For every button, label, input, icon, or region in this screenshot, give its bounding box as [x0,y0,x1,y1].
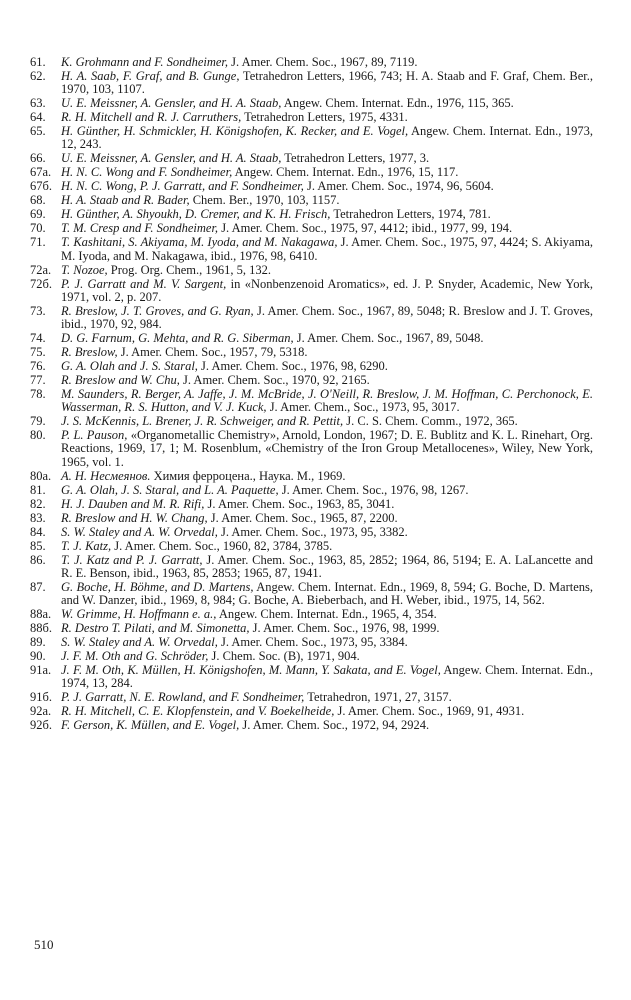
reference-entry [0,664,593,690]
reference-entry [0,360,593,373]
reference-citation: J. Amer. Chem. Soc., 1957, 79, 5318. [117,345,308,360]
reference-entry [0,125,593,151]
reference-citation: in «Nonbenzenoid Aromatics», ed. J. P. Snyder, Academic, New York, 1971, vol. 2, p. 207. [61,276,593,304]
reference-citation: J. Amer. Chem. Soc., 1976, 98, 1267. [278,482,469,497]
reference-number: 67б. [30,179,52,194]
reference-authors: H. N. C. Wong and F. Sondheimer, [61,165,233,180]
page-number: 510 [34,937,54,952]
reference-authors: А. Н. Несмеянов. [61,468,151,483]
reference-authors: H. A. Saab, F. Graf, and B. Gunge, [61,69,240,83]
reference-authors: T. Kashitani, S. Akiyama, M. Iyoda, and M. Nakagawa, [61,235,338,250]
reference-entry [0,236,593,262]
reference-entry [0,194,593,207]
reference-citation: J. Amer. Chem. Soc., 1967, 89, 5048. [293,331,484,346]
reference-entry [0,152,593,165]
reference-authors: S. W. Staley and A. W. Orvedal, [61,635,218,650]
reference-citation: Tetrahedron Letters, 1966, 743; H. A. Staab and F. Graf, Chem. Ber., 1970, 103, 1107. [61,69,593,97]
reference-entry [0,636,593,649]
reference-entry [0,650,593,663]
reference-entry [0,484,593,497]
reference-authors: P. J. Garratt and M. V. Sargent, [61,276,227,291]
reference-entry [0,166,593,179]
reference-citation: Angew. Chem. Internat. Edn., 1976, 15, 117. [232,165,459,180]
reference-authors: P. L. Pauson, [61,428,128,443]
reference-number: 82. [30,496,46,511]
reference-entry [0,470,593,483]
reference-authors: T. M. Cresp and F. Sondheimer, [61,221,219,236]
reference-citation: J. Amer. Chem. Soc., 1974, 96, 5604. [303,179,494,194]
reference-entry [0,332,593,345]
reference-citation: Angew. Chem. Internat. Edn., 1974, 13, 284. [61,663,594,691]
reference-number: 80. [30,428,46,443]
reference-number: 78. [30,387,46,402]
reference-citation: J. Amer. Chem. Soc., 1976, 98, 1999. [249,621,440,636]
reference-citation: «Organometallic Chemistry», Arnold, London, 1967; D. E. Bublitz and K. L. Rinehart, Org. Reactions, 1969, 17, 1; M. Rosenblum, «Chemistry of the Iron Group Metallocenes», Wiley, New York, 1965, vol. 1. [61,428,593,469]
reference-authors: U. E. Meissner, A. Gensler, and H. A. Staab, [61,96,282,111]
reference-authors: H. N. C. Wong, P. J. Garratt, and F. Sondheimer, [61,179,304,194]
reference-citation: J. Amer. Chem. Soc., 1975, 97, 4424; S. Akiyama, M. Iyoda, and M. Nakagawa, ibid., 1976, 98, 6410. [61,235,593,263]
reference-number: 92б. [30,718,52,733]
reference-authors: R. Breslow, J. T. Groves, and G. Ryan, [61,303,254,318]
reference-authors: J. F. M. Oth and G. Schröder, [61,649,209,664]
reference-entry [0,305,593,331]
reference-authors: G. A. Olah, J. S. Staral, and L. A. Paquette, [61,482,279,497]
reference-number: 79. [30,414,46,429]
reference-number: 70. [30,221,46,236]
reference-number: 91a. [30,663,52,678]
reference-citation: Tetrahedron, 1971, 27, 3157. [304,690,452,705]
reference-authors: K. Grohmann and F. Sondheimer, [61,55,229,69]
reference-entry [0,429,593,469]
reference-authors: P. J. Garratt, N. E. Rowland, and F. Sondheimer, [61,690,305,705]
reference-number: 75. [30,345,46,360]
reference-entry [0,56,593,69]
reference-authors: U. E. Meissner, A. Gensler, and H. A. Staab, [61,151,282,166]
reference-citation: J. Amer. Chem. Soc., 1969, 91, 4931. [334,704,525,719]
reference-number: 80a. [30,468,52,483]
reference-authors: T. J. Katz and P. J. Garratt, [61,552,203,567]
reference-citation: J. Amer. Chem. Soc., 1965, 87, 2200. [207,510,398,525]
reference-number: 88б. [30,621,52,636]
reference-entry [0,622,593,635]
reference-entry [0,97,593,110]
reference-number: 74. [30,331,46,346]
reference-number: 61. [30,55,46,69]
reference-authors: T. Nozoe, [61,262,108,277]
reference-authors: H. Günther, H. Schmickler, H. Königshofen, K. Recker, and E. Vogel, [61,124,409,139]
reference-authors: F. Gerson, K. Müllen, and E. Vogel, [61,718,240,733]
reference-citation: J. Amer. Chem. Soc., 1972, 94, 2924. [239,718,430,733]
reference-entry [0,208,593,221]
reference-authors: G. Boche, H. Böhme, and D. Martens, [61,579,254,594]
reference-number: 85. [30,538,46,553]
reference-citation: J. Amer. Chem. Soc., 1960, 82, 3784, 3785. [111,538,333,553]
reference-authors: R. Breslow and H. W. Chang, [61,510,208,525]
reference-number: 62. [30,69,46,83]
reference-entry [0,608,593,621]
reference-number: 89. [30,635,46,650]
reference-entry [0,264,593,277]
reference-number: 77. [30,373,46,388]
reference-entry [0,346,593,359]
reference-citation: J. Amer. Chem. Soc., 1967, 89, 7119. [228,55,418,69]
reference-entry [0,388,593,414]
reference-authors: R. Breslow, [61,345,118,360]
reference-citation: J. Amer. Chem. Soc., 1970, 92, 2165. [179,373,370,388]
reference-number: 83. [30,510,46,525]
reference-citation: J. Amer. Chem. Soc., 1963, 85, 3041. [204,496,395,511]
reference-number: 88a. [30,607,52,622]
reference-authors: R. Destro T. Pilati, and M. Simonetta, [61,621,250,636]
reference-authors: D. G. Farnum, G. Mehta, and R. G. Siberman, [61,331,294,346]
reference-authors: R. H. Mitchell and R. J. Carruthers, [61,110,242,125]
reference-entry [0,705,593,718]
reference-number: 63. [30,96,46,111]
reference-entry [0,222,593,235]
reference-entry [0,415,593,428]
reference-citation: Tetrahedron Letters, 1977, 3. [281,151,430,166]
reference-citation: J. Amer. Chem., Soc., 1973, 95, 3017. [266,400,460,415]
reference-number: 71. [30,235,46,250]
reference-number: 87. [30,579,46,594]
reference-number: 86. [30,552,46,567]
reference-entry [0,498,593,511]
reference-number: 81. [30,482,46,497]
reference-citation: Tetrahedron Letters, 1974, 781. [330,207,491,222]
reference-citation: J. C. S. Chem. Comm., 1972, 365. [343,414,518,429]
reference-citation: Tetrahedron Letters, 1975, 4331. [241,110,408,125]
reference-citation: J. Amer. Chem. Soc., 1963, 85, 2852; 1964, 86, 5194; E. A. LaLancette and R. E. Benson, ibid., 1963, 85, 2853; 1965, 87, 1941. [61,552,593,580]
reference-entry [0,111,593,124]
reference-citation: Химия ферроцена., Наука. М., 1969. [150,468,346,483]
reference-entry [0,374,593,387]
reference-number: 92a. [30,704,52,719]
reference-authors: R. H. Mitchell, C. E. Klopfenstein, and V. Boekelheide, [61,704,335,719]
reference-authors: T. J. Katz, [61,538,112,553]
reference-number: 72a. [30,262,52,277]
reference-number: 68. [30,193,46,208]
reference-citation: J. Amer. Chem. Soc., 1973, 95, 3384. [217,635,408,650]
reference-citation: Angew. Chem. Internat. Edn., 1973, 12, 243. [61,124,593,152]
reference-number: 84. [30,524,46,539]
reference-citation: J. Amer. Chem. Soc., 1976, 98, 6290. [197,359,388,374]
reference-entry [0,526,593,539]
reference-authors: G. A. Olah and J. S. Staral, [61,359,198,374]
reference-citation: Angew. Chem. Internat. Edn., 1965, 4, 354. [216,607,437,622]
reference-entry [0,540,593,553]
reference-number: 65. [30,124,46,139]
reference-number: 73. [30,303,46,318]
reference-citation: Chem. Ber., 1970, 103, 1157. [189,193,340,208]
reference-authors: R. Breslow and W. Chu, [61,373,180,388]
reference-number: 67a. [30,165,52,180]
reference-number: 76. [30,359,46,374]
reference-authors: J. S. McKennis, L. Brener, J. R. Schweiger, and R. Pettit, [61,414,344,429]
reference-number: 66. [30,151,46,166]
reference-authors: W. Grimme, H. Hoffmann e. a., [61,607,217,622]
reference-authors: H. Günther, A. Shyoukh, D. Cremer, and K. H. Frisch, [61,207,331,222]
reference-citation: Angew. Chem. Internat. Edn., 1976, 115, 365. [281,96,514,111]
reference-authors: J. F. M. Oth, K. Müllen, H. Königshofen, M. Mann, Y. Sakata, and E. Vogel, [61,663,441,678]
reference-number: 91б. [30,690,52,705]
reference-authors: H. J. Dauben and M. R. Rifi, [61,496,205,511]
reference-number: 64. [30,110,46,125]
reference-entry [0,719,593,732]
reference-citation: J. Amer. Chem. Soc., 1973, 95, 3382. [217,524,408,539]
reference-authors: S. W. Staley and A. W. Orvedal, [61,524,218,539]
reference-number: 72б. [30,276,52,291]
reference-number: 69. [30,207,46,222]
reference-citation: J. Amer. Chem. Soc., 1975, 97, 4412; ibid., 1977, 99, 194. [218,221,513,236]
reference-authors: H. A. Staab and R. Bader, [61,193,190,208]
reference-entry [0,581,593,607]
reference-citation: J. Chem. Soc. (B), 1971, 904. [208,649,360,664]
reference-number: 90. [30,649,46,664]
reference-entry [0,70,593,96]
reference-citation: Angew. Chem. Internat. Edn., 1969, 8, 594; G. Boche, D. Martens, and W. Danzer, ibid., 1969, 8, 984; G. Boche, A. Bieberbach, and H. Weber, ibid., 1975, 14, 562. [61,579,593,608]
reference-list [0,56,631,733]
reference-entry [0,691,593,704]
reference-citation: Prog. Org. Chem., 1961, 5, 132. [107,262,271,277]
reference-entry [0,512,593,525]
reference-entry [0,554,593,580]
reference-citation: J. Amer. Chem. Soc., 1967, 89, 5048; R. Breslow and J. T. Groves, ibid., 1970, 92, 984. [61,303,593,332]
reference-authors: M. Saunders, R. Berger, A. Jaffe, J. M. McBride, J. O'Neill, R. Breslow, J. M. Hoffman, C. Perchonock, E. Wasserman, R. S. Hutton, and V. J. Kuck, [61,387,593,415]
reference-entry [0,180,593,193]
reference-entry [0,278,593,304]
